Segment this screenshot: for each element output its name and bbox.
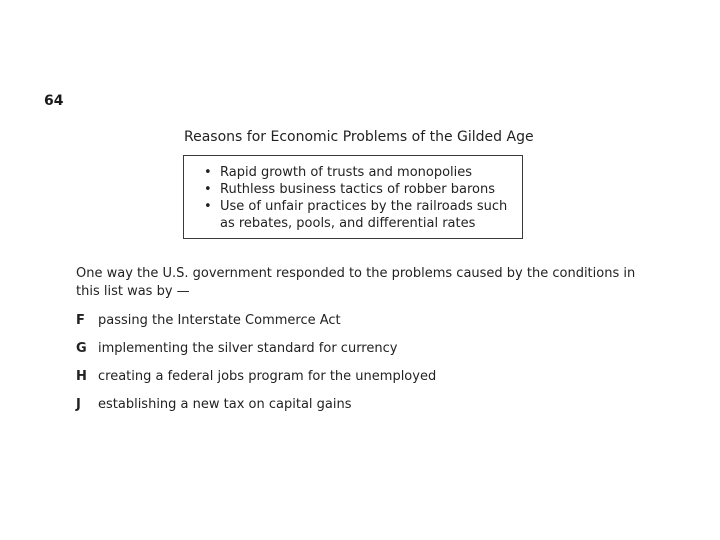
reasons-list — [184, 156, 522, 232]
choice-letter: G — [76, 341, 87, 356]
choice-letter: J — [76, 397, 81, 412]
reason-text: Ruthless business tactics of robber barons — [220, 182, 495, 197]
reason-text: Rapid growth of trusts and monopolies — [220, 165, 473, 180]
choice-text: establishing a new tax on capital gains — [98, 397, 352, 412]
box-title: Reasons for Economic Problems of the Gilded Age — [184, 129, 534, 145]
answer-choices — [76, 313, 436, 425]
answer-choice-j[interactable] — [76, 397, 436, 425]
answer-choice-f[interactable] — [76, 313, 436, 341]
bullet-icon: • — [204, 199, 212, 214]
reason-item — [204, 164, 522, 181]
choice-text: implementing the silver standard for currency — [98, 341, 398, 356]
bullet-icon: • — [204, 182, 212, 197]
question-stem: One way the U.S. government responded to the problems caused by the conditions in this list was by — — [76, 266, 636, 299]
reason-item — [204, 181, 522, 198]
bullet-icon: • — [204, 165, 212, 180]
answer-choice-g[interactable] — [76, 341, 436, 369]
choice-letter: H — [76, 369, 87, 384]
reason-item — [204, 198, 522, 232]
question-number: 64 — [44, 93, 64, 109]
choice-text: passing the Interstate Commerce Act — [98, 313, 341, 328]
choice-letter: F — [76, 313, 85, 328]
answer-choice-h[interactable] — [76, 369, 436, 397]
reason-text: Use of unfair practices by the railroads such as rebates, pools, and differential rates — [220, 199, 508, 231]
reasons-box — [183, 155, 523, 239]
choice-text: creating a federal jobs program for the unemployed — [98, 369, 437, 384]
